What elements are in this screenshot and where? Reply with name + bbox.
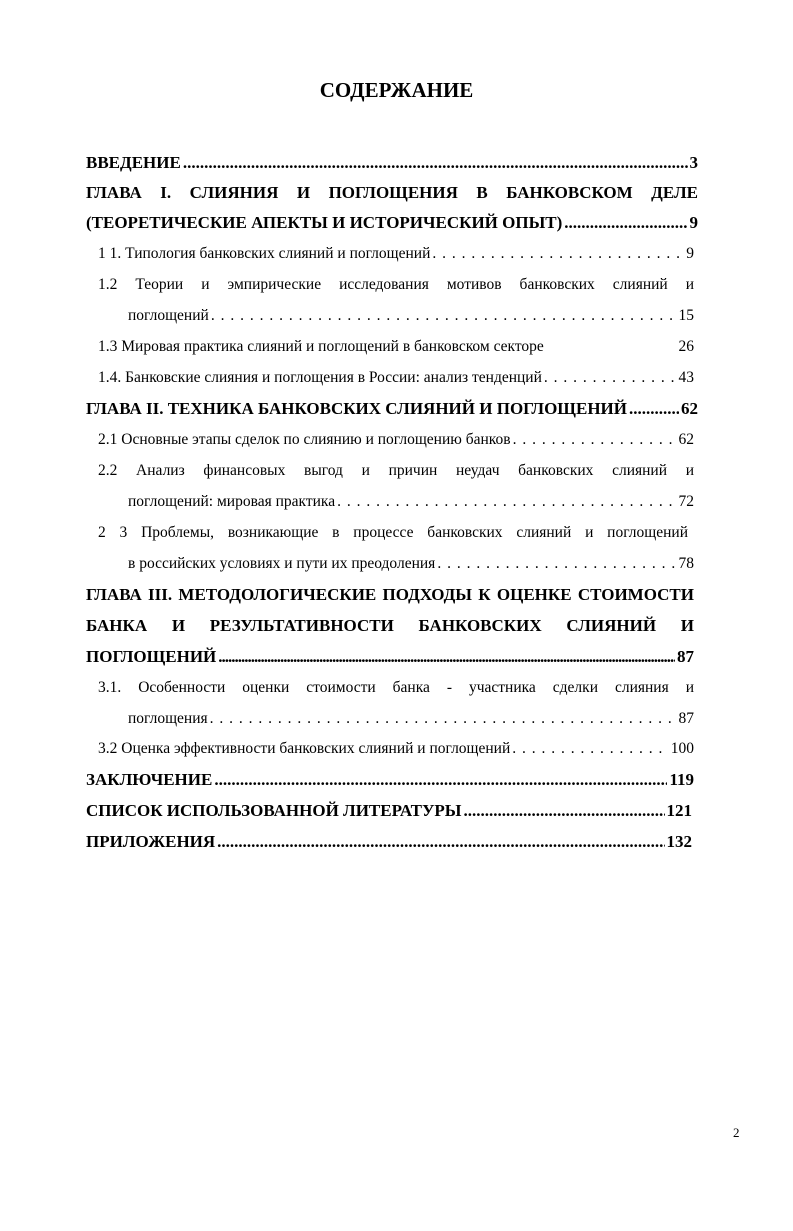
toc-entry-1-2	[128, 307, 694, 325]
toc-entry-ch1-line1: ГЛАВА I. СЛИЯНИЯ И ПОГЛОЩЕНИЯ В БАНКОВСКОМ ДЕЛЕ	[86, 183, 698, 202]
toc-label: в российских условиях и пути их преодоления	[128, 555, 436, 572]
toc-page: 121	[666, 801, 692, 820]
toc-entry-2-3	[128, 555, 694, 573]
toc-entry-1-2-line1: 1.2 Теории и эмпирические исследования мотивов банковских слияний и	[98, 276, 694, 293]
toc-label: 1.4. Банковские слияния и поглощения в России: анализ тенденций	[98, 369, 542, 386]
toc-label: 1 1. Типология банковских слияний и поглощений	[98, 245, 431, 262]
toc-entry-appendix	[86, 832, 692, 852]
toc-entry-ch3-line2: БАНКА И РЕЗУЛЬТАТИВНОСТИ БАНКОВСКИХ СЛИЯНИЙ И	[86, 616, 694, 635]
toc-page: 132	[666, 832, 692, 851]
toc-page: 100	[670, 740, 694, 757]
toc-entry-3-2	[98, 740, 694, 758]
toc-page: 119	[669, 770, 694, 789]
toc-label: ВВЕДЕНИЕ	[86, 153, 181, 172]
toc-label: ЗАКЛЮЧЕНИЕ	[86, 770, 213, 789]
toc-entry-3-1-line1: 3.1. Особенности оценки стоимости банка - участника сделки слияния и	[98, 679, 694, 696]
toc-entry-2-2	[128, 493, 694, 511]
toc-label: СПИСОК ИСПОЛЬЗОВАННОЙ ЛИТЕРАТУРЫ	[86, 801, 462, 820]
toc-page: 87	[678, 710, 694, 727]
toc-entry-references	[86, 801, 692, 821]
toc-page: 62	[681, 399, 698, 418]
toc-entry-2-3-line1: 2 3 Проблемы, возникающие в процессе банковских слияний и поглощений	[98, 524, 688, 541]
toc-entry-ch1	[86, 213, 698, 233]
toc-label: ПОГЛОЩЕНИЙ	[86, 647, 217, 666]
toc-label: ПРИЛОЖЕНИЯ	[86, 832, 216, 851]
toc-entry-ch3-line1: ГЛАВА III. МЕТОДОЛОГИЧЕСКИЕ ПОДХОДЫ К ОЦЕНКЕ СТОИМОСТИ	[86, 585, 694, 604]
toc-page: 78	[678, 555, 694, 572]
toc-label: (ТЕОРЕТИЧЕСКИЕ АПЕКТЫ И ИСТОРИЧЕСКИЙ ОПЫТ)	[86, 213, 563, 232]
toc-page: 3	[689, 153, 698, 172]
toc-entry-ch2	[86, 399, 698, 419]
toc-page: 87	[677, 647, 694, 666]
toc-label: 2.1 Основные этапы сделок по слиянию и поглощению банков	[98, 431, 511, 448]
toc-label: 1.3 Мировая практика слияний и поглощений в банковском секторе	[98, 338, 544, 355]
toc-page: 26	[678, 338, 694, 355]
toc-page: 43	[678, 369, 694, 386]
page-number: 2	[733, 1125, 740, 1140]
toc-label: ГЛАВА II. ТЕХНИКА БАНКОВСКИХ СЛИЯНИЙ И ПОГЛОЩЕНИЙ	[86, 399, 627, 418]
toc-entry-1-3	[98, 338, 694, 356]
page-title: СОДЕРЖАНИЕ	[319, 78, 474, 102]
toc-entry-3-1	[128, 710, 694, 728]
toc-label: поглощений: мировая практика	[128, 493, 336, 510]
toc-page: 9	[686, 245, 694, 262]
toc-entry-1-4	[98, 369, 694, 387]
toc-entry-intro	[86, 153, 698, 173]
toc-entry-2-2-line1: 2.2 Анализ финансовых выгод и причин неудач банковских слияний и	[98, 462, 694, 479]
toc-entry-2-1	[98, 431, 694, 449]
toc-label: поглощений	[128, 307, 209, 324]
toc-label: поглощения	[128, 710, 208, 727]
toc-entry-conclusion	[86, 770, 694, 790]
toc-label: 3.2 Оценка эффективности банковских слияний и поглощений	[98, 740, 511, 757]
toc-page: 62	[678, 431, 694, 448]
toc-page: 9	[689, 213, 698, 232]
toc-entry-ch3	[86, 647, 694, 667]
toc-entry-1-1	[98, 245, 694, 263]
toc-page: 15	[678, 307, 694, 324]
toc-page: 72	[678, 493, 694, 510]
